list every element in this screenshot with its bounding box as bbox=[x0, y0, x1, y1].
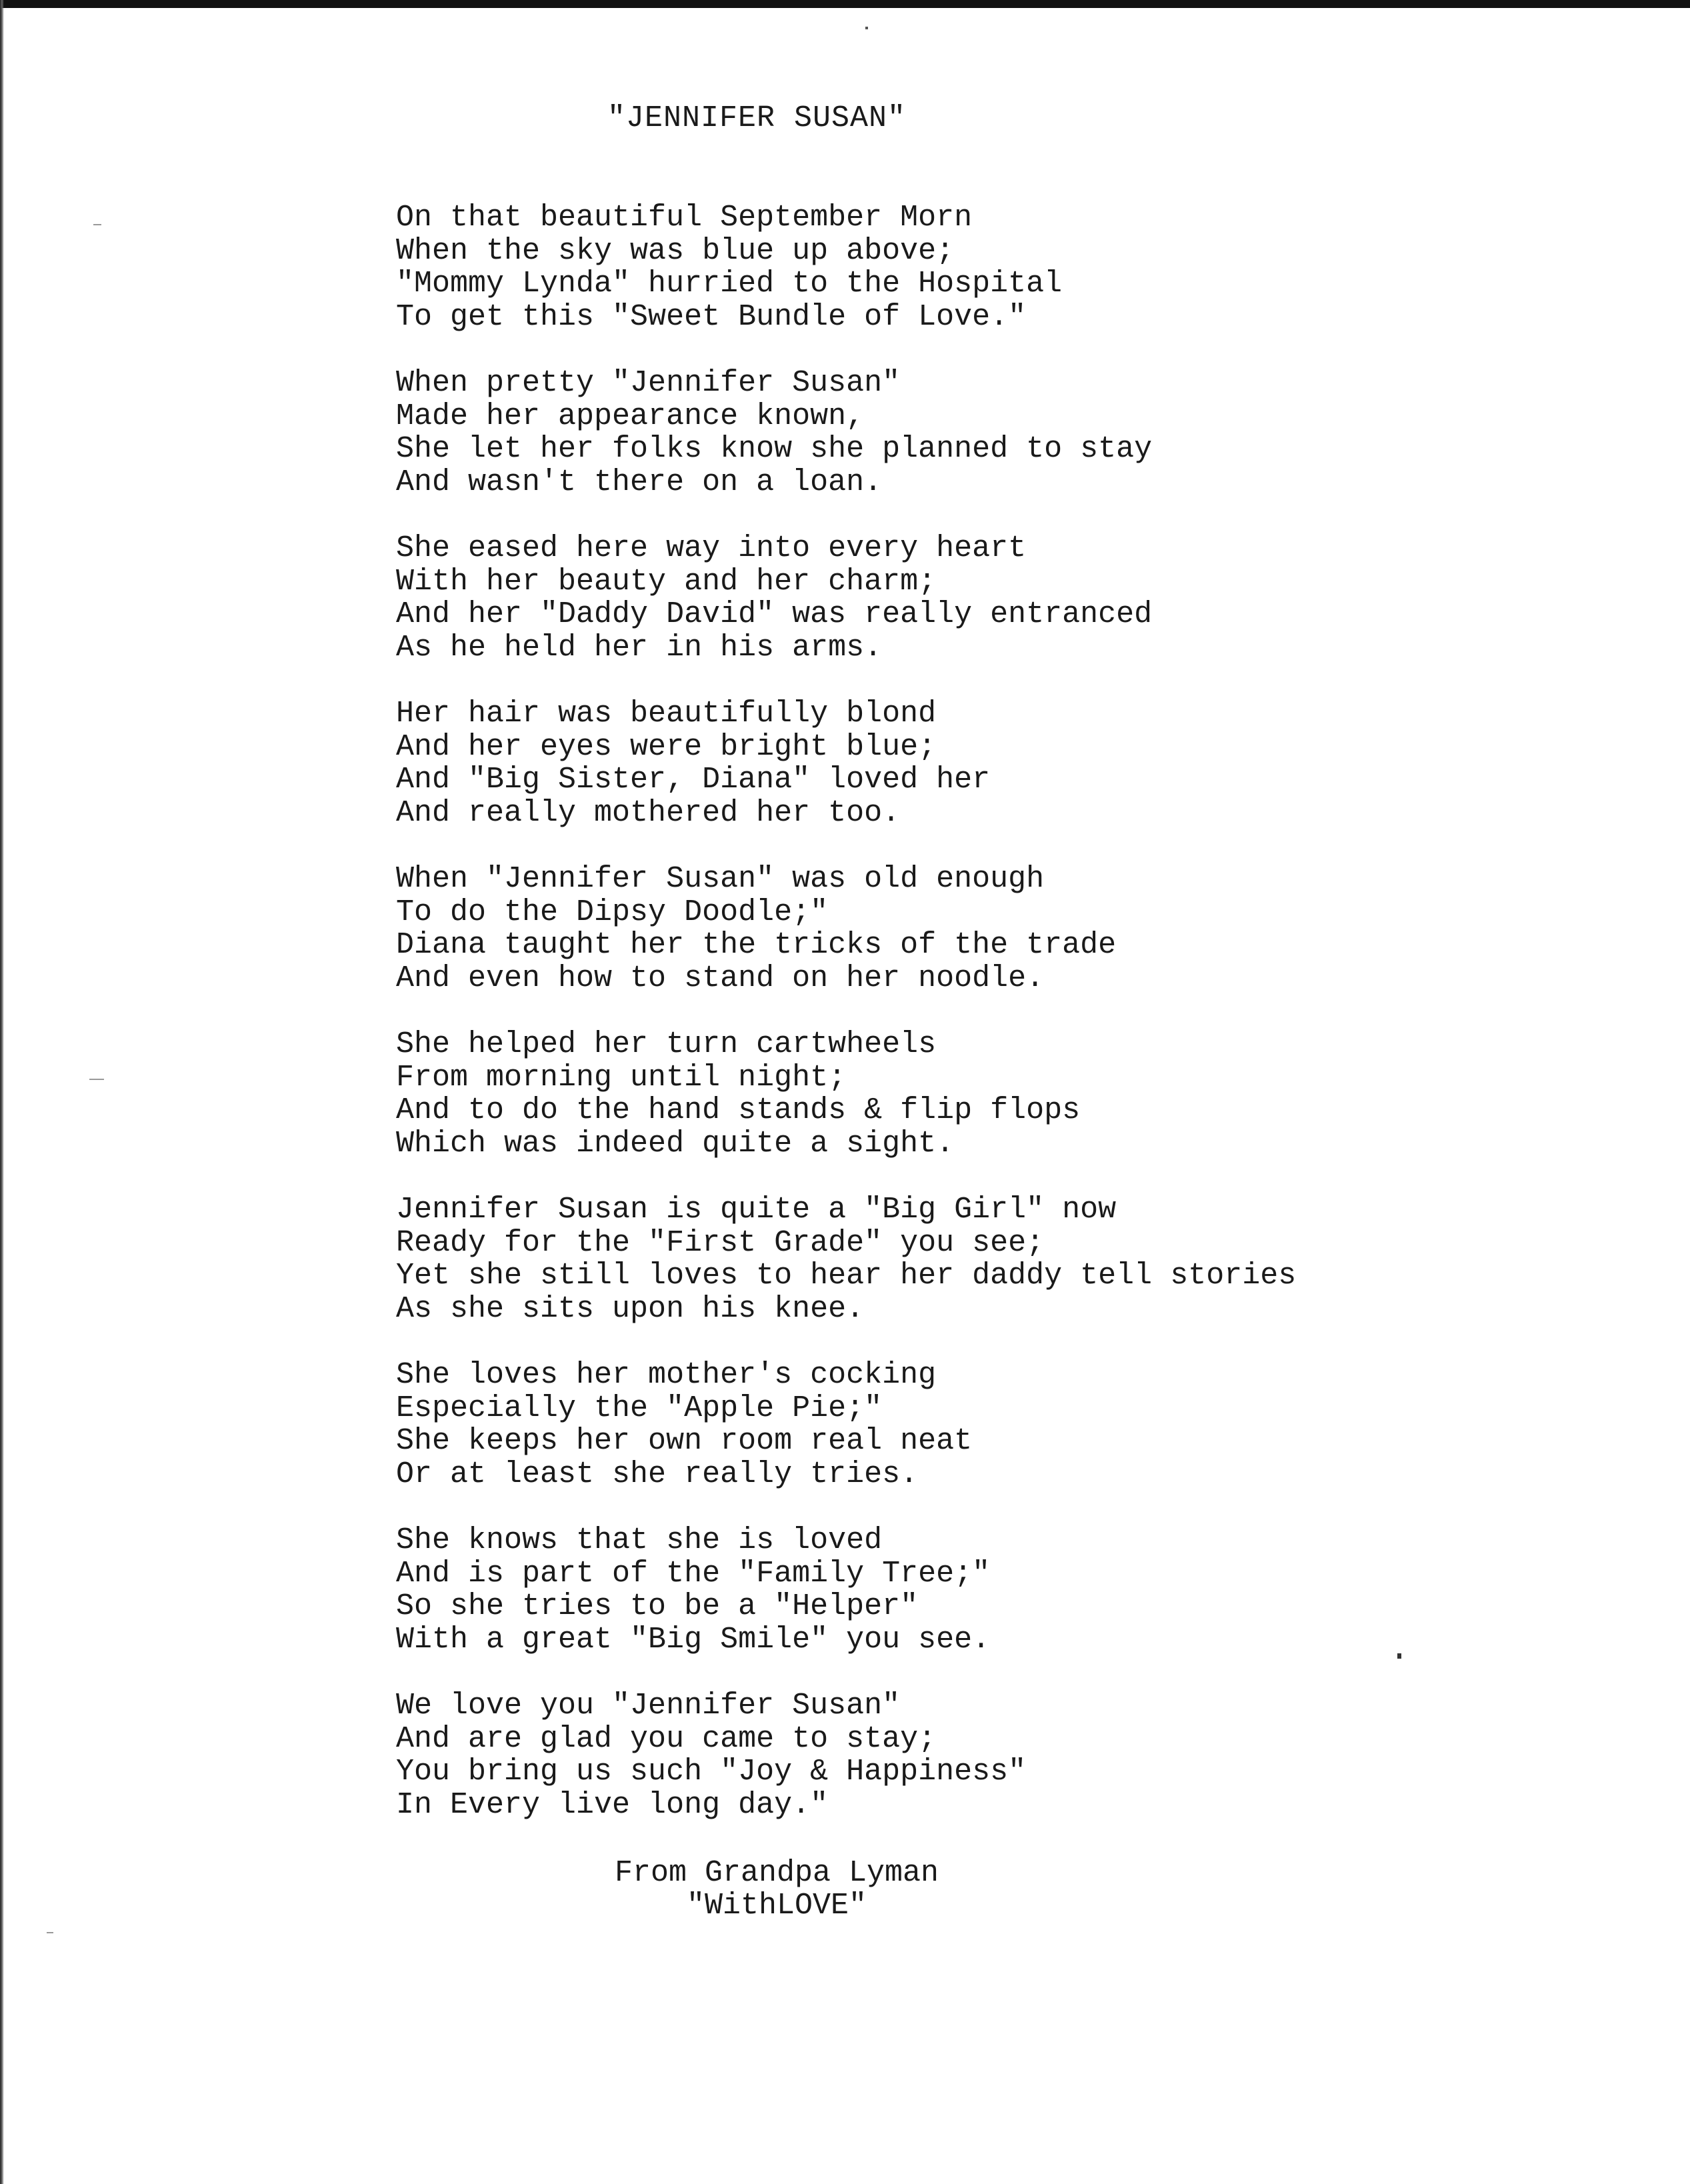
scan-speck bbox=[93, 224, 101, 225]
poem-line: Her hair was beautifully blond bbox=[396, 697, 937, 731]
poem-line: From morning until night; bbox=[396, 1060, 847, 1095]
poem-line: Made her appearance known, bbox=[396, 399, 865, 433]
poem-line: She knows that she is loved bbox=[396, 1523, 883, 1557]
stanza bbox=[396, 697, 1296, 829]
signature-from: From Grandpa Lyman bbox=[614, 1856, 939, 1890]
poem-line: As she sits upon his knee. bbox=[396, 1291, 865, 1326]
poem-line: Especially the "Apple Pie;" bbox=[396, 1391, 883, 1425]
scan-speck bbox=[1397, 1653, 1401, 1659]
poem-line: With her beauty and her charm; bbox=[396, 564, 937, 599]
poem-line: And her eyes were bright blue; bbox=[396, 729, 937, 764]
poem-line: She eased here way into every heart bbox=[396, 531, 1027, 565]
poem-line: When the sky was blue up above; bbox=[396, 233, 955, 268]
signature bbox=[0, 1857, 1553, 1922]
poem-line: "Mommy Lynda" hurried to the Hospital bbox=[396, 267, 1063, 301]
poem-line: In Every live long day." bbox=[396, 1787, 829, 1822]
poem-body bbox=[396, 201, 1296, 1855]
poem-line: Which was indeed quite a sight. bbox=[396, 1126, 955, 1161]
poem-line: With a great "Big Smile" you see. bbox=[396, 1622, 991, 1657]
poem-line: Or at least she really tries. bbox=[396, 1457, 919, 1491]
poem-line: To get this "Sweet Bundle of Love." bbox=[396, 299, 1027, 334]
scan-speck bbox=[865, 27, 868, 29]
stanza bbox=[396, 1689, 1296, 1821]
poem-line: So she tries to be a "Helper" bbox=[396, 1589, 919, 1623]
poem-line: And really mothered her too. bbox=[396, 795, 901, 830]
poem-line: And to do the hand stands & flip flops bbox=[396, 1093, 1081, 1127]
stanza bbox=[396, 1193, 1296, 1325]
stanza bbox=[396, 1359, 1296, 1491]
poem-line: To do the Dipsy Doodle;" bbox=[396, 895, 829, 929]
poem-line: She let her folks know she planned to stay bbox=[396, 432, 1153, 466]
poem-line: She helped her turn cartwheels bbox=[396, 1027, 937, 1061]
scan-speck bbox=[89, 1079, 104, 1080]
poem-line: She loves her mother's cocking bbox=[396, 1358, 937, 1392]
stanza bbox=[396, 532, 1296, 664]
poem-line: When pretty "Jennifer Susan" bbox=[396, 366, 901, 400]
poem-line: You bring us such "Joy & Happiness" bbox=[396, 1755, 1027, 1789]
poem-line: On that beautiful September Morn bbox=[396, 201, 973, 235]
signature-with-love: "WithLOVE" bbox=[686, 1889, 867, 1923]
poem-line: When "Jennifer Susan" was old enough bbox=[396, 862, 1045, 896]
stanza bbox=[396, 863, 1296, 995]
poem-title: "JENNIFER SUSAN" bbox=[607, 101, 907, 135]
poem-line: And even how to stand on her noodle. bbox=[396, 961, 1045, 995]
scan-speck bbox=[47, 1932, 53, 1933]
poem-line: We love you "Jennifer Susan" bbox=[396, 1689, 901, 1723]
poem-line: And are glad you came to stay; bbox=[396, 1721, 937, 1756]
poem-line: And "Big Sister, Diana" loved her bbox=[396, 763, 991, 797]
poem-line: And her "Daddy David" was really entranced bbox=[396, 597, 1153, 631]
poem-line: And is part of the "Family Tree;" bbox=[396, 1556, 991, 1591]
poem-line: And wasn't there on a loan. bbox=[396, 465, 883, 499]
stanza bbox=[396, 201, 1296, 333]
poem-line: As he held her in his arms. bbox=[396, 630, 883, 665]
poem-line: Jennifer Susan is quite a "Big Girl" now bbox=[396, 1193, 1117, 1227]
stanza bbox=[396, 1524, 1296, 1656]
poem-line: She keeps her own room real neat bbox=[396, 1424, 973, 1458]
poem-line: Diana taught her the tricks of the trade bbox=[396, 928, 1117, 962]
scan-top-edge bbox=[0, 0, 1690, 8]
poem-line: Yet she still loves to hear her daddy tell stories bbox=[396, 1259, 1297, 1293]
stanza bbox=[396, 367, 1296, 499]
poem-line: Ready for the "First Grade" you see; bbox=[396, 1225, 1045, 1260]
stanza bbox=[396, 1028, 1296, 1160]
